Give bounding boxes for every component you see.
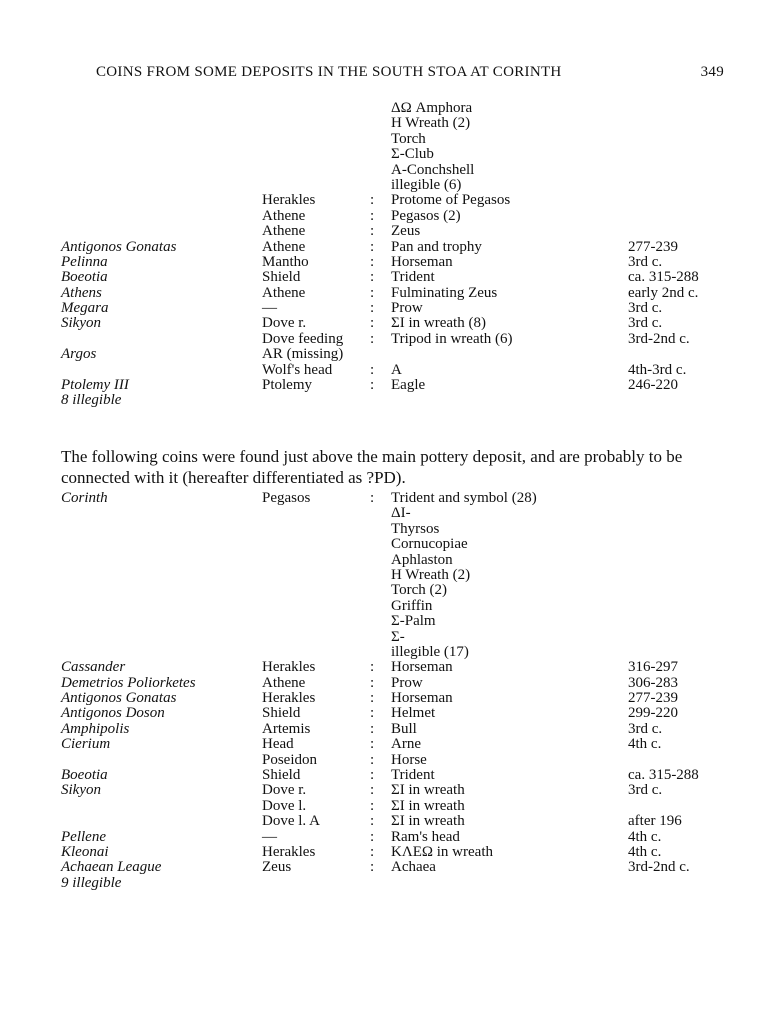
ruler-cell: Sikyon (61, 315, 101, 332)
date-cell: early 2nd c. (628, 284, 699, 301)
reverse-cell: illegible (6) (391, 176, 462, 193)
table-row (0, 363, 780, 378)
table-row (0, 630, 780, 645)
ruler-cell: Boeotia (61, 269, 108, 286)
table-row (0, 660, 780, 675)
reverse-cell: illegible (17) (391, 643, 469, 660)
table-row (0, 553, 780, 568)
separator-colon: : (370, 782, 375, 799)
reverse-cell: ΣI in wreath (391, 797, 465, 814)
date-cell: 277-239 (628, 238, 678, 255)
reverse-cell: Ram's head (391, 828, 460, 845)
ruler-cell: Antigonos Gonatas (61, 690, 177, 707)
obverse-cell: Poseidon (262, 751, 318, 768)
reverse-cell: ΣI in wreath (391, 813, 465, 830)
reverse-cell: Protome of Pegasos (391, 192, 511, 209)
table-row (0, 753, 780, 768)
table-row (0, 768, 780, 783)
reverse-cell: ΔΩ Amphora (391, 100, 473, 116)
reverse-cell: Trident and symbol (28) (391, 490, 537, 506)
date-cell: 3rd c. (628, 720, 663, 737)
reverse-cell: Pegasos (2) (391, 207, 461, 224)
date-cell: 3rd c. (628, 315, 663, 332)
reverse-cell: Bull (391, 720, 417, 737)
separator-colon: : (370, 377, 375, 394)
obverse-cell: Pegasos (262, 490, 311, 506)
table-row (0, 568, 780, 583)
ruler-cell: Demetrios Poliorketes (61, 674, 196, 691)
separator-colon: : (370, 315, 375, 332)
separator-colon: : (370, 192, 375, 209)
ruler-cell: Cassander (61, 659, 126, 676)
reverse-cell: Arne (391, 736, 421, 753)
reverse-cell: Torch (2) (391, 582, 448, 599)
ruler-cell: Pelinna (61, 253, 108, 270)
ruler-cell: Amphipolis (61, 720, 130, 737)
date-cell: 4th-3rd c. (628, 361, 687, 378)
table-row (0, 506, 780, 521)
reverse-cell: Torch (391, 130, 426, 147)
table-row (0, 645, 780, 660)
reverse-cell: Achaea (391, 859, 436, 876)
table-row (0, 393, 780, 408)
obverse-cell: Shield (262, 767, 301, 784)
reverse-cell: Prow (391, 674, 423, 691)
separator-colon: : (370, 269, 375, 286)
ruler-cell: Sikyon (61, 782, 101, 799)
obverse-cell: Athene (262, 207, 306, 224)
date-cell: 3rd c. (628, 782, 663, 799)
reverse-cell: Fulminating Zeus (391, 284, 498, 301)
reverse-cell: Σ-Palm (391, 613, 436, 630)
table-row (0, 286, 780, 301)
table-row (0, 255, 780, 270)
table-row (0, 178, 780, 193)
separator-colon: : (370, 490, 375, 506)
table-row (0, 522, 780, 537)
obverse-cell: Shield (262, 705, 301, 722)
separator-colon: : (370, 813, 375, 830)
date-cell: 277-239 (628, 690, 678, 707)
reverse-cell: Cornucopiae (391, 536, 468, 553)
reverse-cell: Horse (391, 751, 427, 768)
table-row (0, 860, 780, 875)
table-row (0, 378, 780, 393)
table-row (0, 332, 780, 347)
table-row (0, 301, 780, 316)
reverse-cell: Helmet (391, 705, 436, 722)
separator-colon: : (370, 705, 375, 722)
obverse-cell: Dove l. A (262, 813, 320, 830)
ruler-cell: Kleonai (61, 843, 109, 860)
obverse-cell: Shield (262, 269, 301, 286)
table-row (0, 845, 780, 860)
reverse-cell: H Wreath (2) (391, 566, 471, 583)
date-cell: ca. 315-288 (628, 269, 699, 286)
date-cell: 3rd c. (628, 300, 663, 317)
obverse-cell: Zeus (262, 859, 292, 876)
date-cell: 4th c. (628, 828, 662, 845)
separator-colon: : (370, 828, 375, 845)
reverse-cell: KΛEΩ in wreath (391, 843, 493, 860)
table-row (0, 722, 780, 737)
obverse-cell: Artemis (262, 720, 311, 737)
table-row (0, 814, 780, 829)
ruler-cell: Antigonos Doson (61, 705, 165, 722)
reverse-cell: Tripod in wreath (6) (391, 330, 513, 347)
table-row (0, 783, 780, 798)
separator-colon: : (370, 253, 375, 270)
separator-colon: : (370, 284, 375, 301)
running-title: COINS FROM SOME DEPOSITS IN THE SOUTH STOA AT CORINTH (96, 64, 562, 80)
obverse-cell: Wolf's head (262, 361, 333, 378)
reverse-cell: H Wreath (2) (391, 115, 471, 132)
ruler-cell: Pellene (61, 828, 106, 845)
date-cell: 3rd-2nd c. (628, 859, 690, 876)
obverse-cell: Dove r. (262, 315, 307, 332)
reverse-cell: Σ- (391, 628, 405, 645)
separator-colon: : (370, 690, 375, 707)
obverse-cell: — (262, 300, 277, 317)
explanatory-paragraph: The following coins were found just above the main pottery deposit, and are probably to be connected with it (hereafter differentiated as ?PD). (61, 447, 683, 487)
date-cell: 3rd-2nd c. (628, 330, 690, 347)
reverse-cell: ΣI in wreath (391, 782, 465, 799)
obverse-cell: Dove l. (262, 797, 307, 814)
reverse-cell: Horseman (391, 659, 453, 676)
reverse-cell: Thyrsos (391, 520, 440, 537)
date-cell: 246-220 (628, 377, 678, 394)
date-cell: 299-220 (628, 705, 678, 722)
obverse-cell: AR (missing) (262, 346, 344, 363)
ruler-cell: Achaean League (61, 859, 162, 876)
reverse-cell: A-Conchshell (391, 161, 475, 178)
table-row (0, 737, 780, 752)
table-row (0, 209, 780, 224)
table-row (0, 240, 780, 255)
table-row (0, 116, 780, 131)
reverse-cell: ΔI- (391, 505, 411, 522)
date-cell: ca. 315-288 (628, 767, 699, 784)
obverse-cell: Athene (262, 238, 306, 255)
date-cell: 306-283 (628, 674, 678, 691)
table-row (0, 491, 780, 506)
table-row (0, 101, 780, 116)
reverse-cell: Horseman (391, 253, 453, 270)
reverse-cell: Zeus (391, 223, 421, 240)
separator-colon: : (370, 797, 375, 814)
table-row (0, 799, 780, 814)
table-row (0, 193, 780, 208)
separator-colon: : (370, 751, 375, 768)
table-row (0, 830, 780, 845)
table-row (0, 876, 780, 891)
separator-colon: : (370, 207, 375, 224)
ruler-cell: Antigonos Gonatas (61, 238, 177, 255)
ruler-cell: Athens (61, 284, 102, 301)
obverse-cell: Athene (262, 284, 306, 301)
separator-colon: : (370, 300, 375, 317)
obverse-cell: Athene (262, 223, 306, 240)
obverse-cell: Athene (262, 674, 306, 691)
table-row (0, 706, 780, 721)
table-row (0, 599, 780, 614)
separator-colon: : (370, 843, 375, 860)
reverse-cell: Eagle (391, 377, 426, 394)
date-cell: after 196 (628, 813, 682, 830)
table-row (0, 270, 780, 285)
separator-colon: : (370, 859, 375, 876)
table-row (0, 676, 780, 691)
reverse-cell: ΣI in wreath (8) (391, 315, 486, 332)
reverse-cell: Trident (391, 767, 435, 784)
ruler-cell: Corinth (61, 490, 108, 506)
date-cell: 4th c. (628, 843, 662, 860)
table-row (0, 224, 780, 239)
separator-colon: : (370, 223, 375, 240)
obverse-cell: Head (262, 736, 294, 753)
obverse-cell: Ptolemy (262, 377, 313, 394)
reverse-cell: Pan and trophy (391, 238, 482, 255)
obverse-cell: Dove feeding (262, 330, 344, 347)
ruler-cell: Boeotia (61, 767, 108, 784)
separator-colon: : (370, 736, 375, 753)
reverse-cell: Trident (391, 269, 435, 286)
table-row (0, 583, 780, 598)
obverse-cell: Mantho (262, 253, 309, 270)
ruler-cell: Megara (61, 300, 109, 317)
separator-colon: : (370, 659, 375, 676)
separator-colon: : (370, 767, 375, 784)
table-row (0, 147, 780, 162)
date-cell: 4th c. (628, 736, 662, 753)
date-cell: 3rd c. (628, 253, 663, 270)
page-number: 349 (700, 64, 724, 80)
obverse-cell: Herakles (262, 843, 316, 860)
ruler-cell: Cierium (61, 736, 111, 753)
table-row (0, 614, 780, 629)
reverse-cell: Horseman (391, 690, 453, 707)
ruler-cell: Argos (61, 346, 97, 363)
coin-table-main-deposit (0, 101, 780, 409)
reverse-cell: Griffin (391, 597, 433, 614)
obverse-cell: Herakles (262, 690, 316, 707)
ruler-cell: 8 illegible (61, 392, 122, 409)
table-row (0, 537, 780, 552)
separator-colon: : (370, 330, 375, 347)
obverse-cell: Herakles (262, 192, 316, 209)
table-row (0, 132, 780, 147)
obverse-cell: Herakles (262, 659, 316, 676)
reverse-cell: Prow (391, 300, 423, 317)
coin-table-above-deposit (0, 491, 780, 891)
separator-colon: : (370, 238, 375, 255)
obverse-cell: Dove r. (262, 782, 307, 799)
separator-colon: : (370, 674, 375, 691)
obverse-cell: — (262, 828, 277, 845)
table-row (0, 163, 780, 178)
reverse-cell: A (391, 361, 402, 378)
separator-colon: : (370, 720, 375, 737)
date-cell: 316-297 (628, 659, 678, 676)
table-row (0, 347, 780, 362)
ruler-cell: Ptolemy III (61, 377, 129, 394)
reverse-cell: Aphlaston (391, 551, 453, 568)
reverse-cell: Σ-Club (391, 146, 434, 163)
separator-colon: : (370, 361, 375, 378)
ruler-cell: 9 illegible (61, 874, 122, 891)
table-row (0, 691, 780, 706)
table-row (0, 316, 780, 331)
